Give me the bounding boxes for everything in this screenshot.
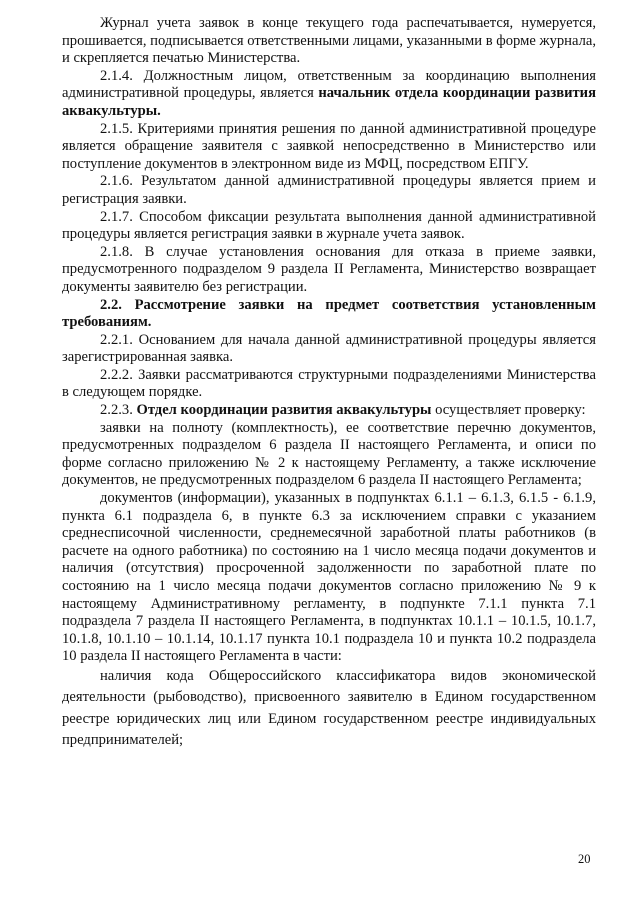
text-run: документов (информации), указанных в подпунктах 6.1.1 – 6.1.3, 6.1.5 - 6.1.9, пункта 6.1 подраздела 6, в пункте 6.3 за исключением справки с указанием среднесписочной численности, среднемесячной заработной платы работников (в расчете на одного работника) по состоянию на 1 число месяца подачи документов и наличия (отсутствия) просроченной задолженности по заработной плате по состоянию на 1 число месяца подачи документов согласно приложению № 9 к настоящему Административному регламенту, в подпункте 7.1.1 пункта 7.1 подраздела 7 раздела II настоящего Регламента, в подпунктах 10.1.1 – 10.1.5, 10.1.7, 10.1.8, 10.1.10 – 10.1.14, 10.1.17 пункта 10.1 подраздела 10 и пункта 10.2 подраздела 10 раздела II настоящего Регламента в части: — [62, 490, 596, 665]
bold-run: начальник отдела координации развития аквакультуры. — [62, 85, 596, 119]
text-run: 2.1.4. Должностным лицом, ответственным за координацию выполнения административной процедуры, является — [62, 67, 596, 102]
text-run: Журнал учета заявок в конце текущего года распечатывается, нумеруется, прошивается, подписывается ответственными лицами, указанными в форме журнала, и скрепляется печатью Министерства. — [62, 15, 596, 67]
paragraph — [62, 666, 596, 752]
text-run: 2.1.5. Критериями принятия решения по данной административной процедуре является обращение заявителя с заявкой непосредственно в Министерство или поступление документов в электронном виде из МФЦ, посредством ЕПГУ. — [62, 120, 596, 172]
text-run: заявки на полноту (комплектность), ее соответствие перечню документов, предусмотренных подразделом 6 раздела II настоящего Регламента, и описи по форме согласно приложению № 2 к настоящему Регламенту, а также исключение документов, не предусмотренных подразделом 6 раздела II настоящего Регламента; — [62, 419, 596, 489]
paragraph — [62, 68, 596, 121]
paragraph — [62, 244, 596, 297]
section-heading — [62, 297, 596, 332]
paragraph — [62, 420, 596, 490]
text-run: 2.2.1. Основанием для начала данной административной процедуры является зарегистрированная заявка. — [62, 331, 596, 366]
document-body — [62, 15, 596, 752]
text-run: осуществляет проверку: — [431, 402, 586, 419]
text-run: 2.2.3. — [100, 402, 137, 419]
paragraph — [62, 402, 596, 420]
text-run: 2.2.2. Заявки рассматриваются структурными подразделениями Министерства в следующем порядке. — [62, 366, 596, 401]
paragraph — [62, 121, 596, 174]
paragraph — [62, 173, 596, 208]
text-run: 2.1.6. Результатом данной административной процедуры является прием и регистрация заявки. — [62, 173, 596, 207]
paragraph — [62, 15, 596, 68]
paragraph — [62, 490, 596, 666]
paragraph — [62, 332, 596, 367]
bold-run: Отдел координации развития аквакультуры — [136, 402, 432, 419]
paragraph — [62, 209, 596, 244]
text-run: наличия кода Общероссийского классификатора видов экономической деятельности (рыбоводство), присвоенного заявителю в Едином государственном реестре юридических лиц или Едином государственном реестре индивидуальных предпринимателей; — [62, 667, 596, 749]
page-number: 20 — [578, 852, 591, 866]
text-run: 2.1.8. В случае установления основания для отказа в приеме заявки, предусмотренного подразделом 9 раздела II Регламента, Министерство возвращает документы заявителю без регистрации. — [62, 243, 596, 295]
text-run: 2.1.7. Способом фиксации результата выполнения данной административной процедуры является регистрация заявки в журнале учета заявок. — [62, 208, 596, 243]
paragraph — [62, 367, 596, 402]
bold-run: 2.2. Рассмотрение заявки на предмет соответствия установленным требованиям. — [62, 296, 596, 331]
